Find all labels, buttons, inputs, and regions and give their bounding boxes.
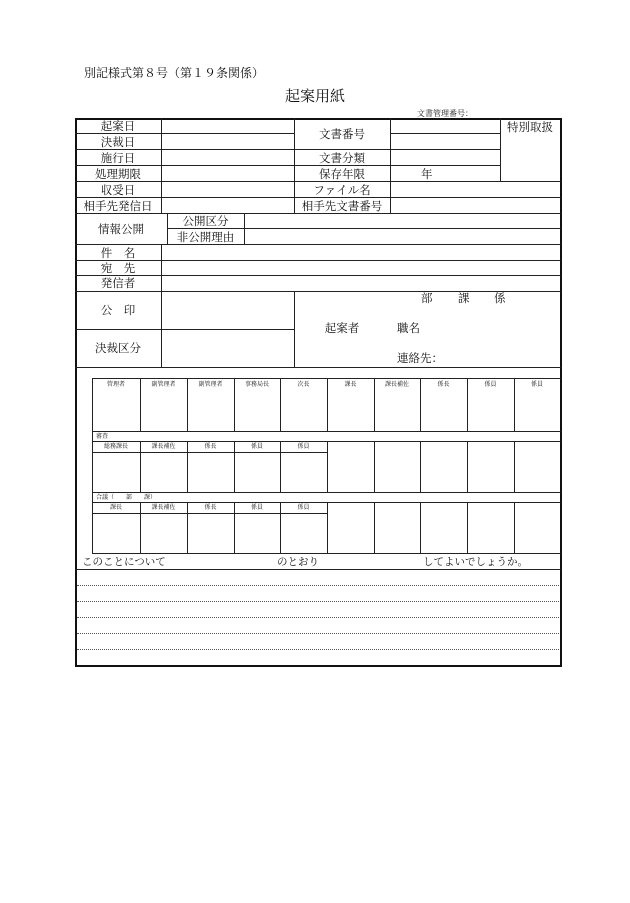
label-atesaki: 宛 先 xyxy=(100,261,136,275)
label-kenmei: 件 名 xyxy=(100,246,136,260)
label-aigi: 合議（ 部 課） xyxy=(96,494,157,501)
label-shokumei: 職名 xyxy=(397,321,420,335)
approver-cell: 係員 xyxy=(530,381,543,388)
label-shori-kigen: 処理期限 xyxy=(95,167,141,181)
consult-cell: 係員 xyxy=(250,504,263,511)
approver-cell: 次長 xyxy=(297,381,310,388)
label-aite-hasshin-date: 相手先発信日 xyxy=(83,199,153,213)
text-no-toori: のとおり xyxy=(277,556,319,568)
text-shite-yoi: してよいでしょうか。 xyxy=(423,556,528,568)
label-renrakusaki: 連絡先： xyxy=(397,351,443,365)
label-hikokai-riyu: 非公開理由 xyxy=(176,230,235,244)
label-hasshinsha: 発信者 xyxy=(100,276,136,290)
approver-cell: 係長 xyxy=(437,381,450,388)
text-kono-koto: このことについて xyxy=(82,556,166,568)
consult-cell: 課長補佐 xyxy=(151,504,176,511)
approver-cell: 事務局長 xyxy=(244,381,269,388)
approver-cell: 課長 xyxy=(344,381,357,388)
label-kian-date: 起案日 xyxy=(100,119,136,133)
label-koin: 公 印 xyxy=(100,303,136,317)
reviewer-cell: 係長 xyxy=(204,443,217,450)
approver-cell: 管理者 xyxy=(106,381,125,388)
consult-cell: 課長 xyxy=(109,504,122,511)
approver-cell: 副管理者 xyxy=(151,381,176,388)
label-ka: 課 xyxy=(458,291,470,305)
label-bunsho-bunrui: 文書分類 xyxy=(319,151,365,165)
reviewer-cell: 係員 xyxy=(297,443,310,450)
label-jyuju-date: 収受日 xyxy=(100,183,136,197)
label-file-name: ファイル名 xyxy=(313,183,371,197)
reviewer-cell: 課長補佐 xyxy=(151,443,176,450)
form-number: 別記様式第８号（第１９条関係） xyxy=(84,66,265,80)
consult-cell: 係長 xyxy=(204,504,217,511)
label-kokai-kubun: 公開区分 xyxy=(182,214,229,228)
label-hozon-nengen: 保存年限 xyxy=(319,167,365,181)
form-title: 起案用紙 xyxy=(285,87,346,105)
label-joho-kokai: 情報公開 xyxy=(98,222,144,236)
reviewer-cell: 総務課長 xyxy=(103,443,128,450)
reviewer-cell: 係員 xyxy=(250,443,263,450)
label-kessai-kubun: 決裁区分 xyxy=(95,341,141,355)
label-kakari: 係 xyxy=(494,291,506,305)
approver-cell: 係員 xyxy=(484,381,497,388)
label-aite-bunsho-bango: 相手先文書番号 xyxy=(301,199,383,213)
label-shiko-date: 施行日 xyxy=(100,151,136,165)
label-tokubetsu-toriatsukai: 特別取扱 xyxy=(507,120,553,134)
label-nen: 年 xyxy=(421,167,433,181)
approver-cell: 副管理者 xyxy=(198,381,223,388)
label-bu: 部 xyxy=(421,291,433,305)
label-bunsho-bango: 文書番号 xyxy=(319,127,365,141)
consult-cell: 係員 xyxy=(297,504,310,511)
approver-cell: 課長補佐 xyxy=(384,381,409,388)
label-kiansha: 起案者 xyxy=(324,321,360,335)
doc-management-number-label: 文書管理番号： xyxy=(417,109,473,118)
label-shinsa: 審査 xyxy=(96,433,109,440)
label-kessai-date: 決裁日 xyxy=(100,135,136,149)
